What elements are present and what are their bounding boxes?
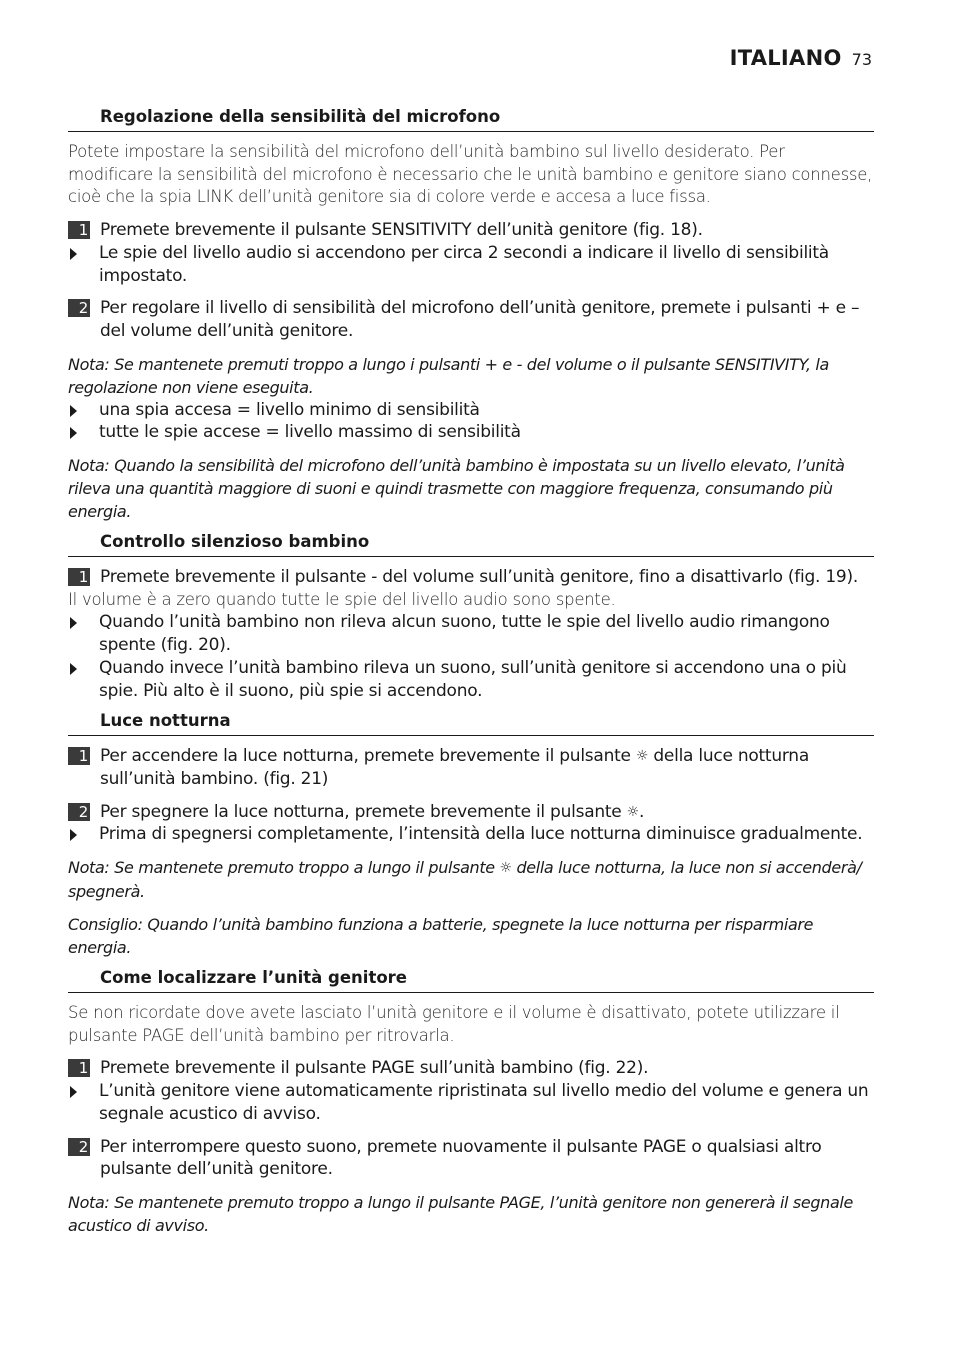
step-2: [68, 1136, 874, 1181]
bullet-arrow-icon: [70, 663, 77, 675]
bullet-text: Quando invece l’unità bambino rileva un suono, sull’unità genitore si accendono una o più spie. Più alto è il suono, più spie si accendono.: [99, 657, 847, 701]
step-1: [68, 1057, 874, 1080]
page-header: [730, 46, 872, 70]
bullet-item: [68, 399, 874, 422]
bullet-text: Le spie del livello audio si accendono per circa 2 secondi a indicare il livello di sensibilità impostato.: [99, 242, 829, 286]
step-number: 1: [68, 1059, 90, 1077]
language-label: ITALIANO: [729, 46, 842, 70]
step-text: Per interrompere questo suono, premete nuovamente il pulsante PAGE o qualsiasi altro pulsante dell’unità genitore.: [100, 1136, 822, 1180]
step-1: [68, 566, 874, 589]
night-light-icon: ☼: [635, 748, 649, 765]
step-text: Per spegnere la luce notturna, premete brevemente il pulsante ☼.: [100, 801, 645, 822]
step-1: [68, 219, 874, 242]
bullet-item: [68, 611, 874, 656]
note: Nota: Se mantenete premuto troppo a lungo il pulsante ☼ della luce notturna, la luce non si accenderà/ spegnerà.: [68, 858, 862, 902]
night-light-icon: ☼: [626, 803, 639, 820]
bullet-text: Prima di spegnersi completamente, l’intensità della luce notturna diminuisce gradualmente.: [99, 824, 863, 845]
step-text: Premete brevemente il pulsante - del volume sull’unità genitore, fino a disattivarlo (fig. 19).: [100, 567, 859, 588]
step-2: [68, 297, 874, 342]
bullet-text: tutte le spie accese = livello massimo di sensibilità: [99, 422, 521, 443]
step-2: [68, 801, 874, 824]
bullet-item: [68, 1080, 874, 1125]
step-number: 2: [68, 299, 90, 317]
step-text: Per regolare il livello di sensibilità del microfono dell’unità genitore, premete i pulsanti + e – del volume dell’unità genitore.: [100, 298, 860, 341]
bullet-text: L’unità genitore viene automaticamente ripristinata sul livello medio del volume e genera un segnale acustico di avviso.: [99, 1081, 869, 1124]
step-text: Premete brevemente il pulsante SENSITIVITY dell’unità genitore (fig. 18).: [100, 220, 703, 241]
step-number: 1: [68, 568, 90, 586]
page-content: [68, 106, 874, 1237]
volume-zero-text: Il volume è a zero quando tutte le spie del livello audio sono spente.: [68, 589, 616, 609]
step-number: 1: [68, 221, 90, 239]
step-1: [68, 745, 874, 790]
bullet-arrow-icon: [70, 405, 77, 417]
bullet-arrow-icon: [70, 617, 77, 629]
bullet-arrow-icon: [70, 829, 77, 841]
bullet-item: [68, 823, 874, 846]
section-title-night-light: Luce notturna: [68, 710, 874, 736]
section-title-locate-parent-unit: Come localizzare l’unità genitore: [68, 967, 874, 993]
page-number: 73: [851, 50, 872, 69]
bullet-text: una spia accesa = livello minimo di sensibilità: [99, 399, 480, 420]
step-text: Per accendere la luce notturna, premete brevemente il pulsante ☼ della luce notturna sull’unità bambino. (fig. 21): [100, 746, 809, 789]
step-number: 2: [68, 803, 90, 821]
note: Nota: Se mantenete premuti troppo a lungo i pulsanti + e - del volume o il pulsante SENSITIVITY, la regolazione non viene eseguita.: [68, 354, 829, 397]
section-title-sensitivity: Regolazione della sensibilità del microfono: [68, 106, 874, 132]
step-text: Premete brevemente il pulsante PAGE sull’unità bambino (fig. 22).: [100, 1058, 649, 1079]
bullet-item: [68, 421, 874, 444]
sensitivity-intro: Potete impostare la sensibilità del microfono dell’unità bambino sul livello desiderato. Per modificare la sensibilità del microfono è necessario che le unità bambino e genitore siano connesse, cioè che la spia LINK dell’unità genitore sia di colore verde e accesa a luce fissa.: [68, 142, 873, 207]
bullet-text: Quando l’unità bambino non rileva alcun suono, tutte le spie del livello audio rimangono spente (fig. 20).: [99, 612, 830, 656]
bullet-item: [68, 657, 874, 702]
note: Nota: Se mantenete premuto troppo a lungo il pulsante PAGE, l’unità genitore non genererà il segnale acustico di avviso.: [68, 1192, 854, 1235]
step-number: 2: [68, 1138, 90, 1156]
night-light-icon: ☼: [499, 860, 512, 877]
bullet-item: [68, 242, 874, 287]
tip: Consiglio: Quando l’unità bambino funziona a batterie, spegnete la luce notturna per risparmiare energia.: [68, 915, 814, 958]
bullet-arrow-icon: [70, 427, 77, 439]
step-number: 1: [68, 747, 90, 765]
locate-intro: Se non ricordate dove avete lasciato l’unità genitore e il volume è disattivato, potete utilizzare il pulsante PAGE dell’unità bambino per ritrovarla.: [68, 1003, 840, 1045]
section-title-silent-monitoring: Controllo silenzioso bambino: [68, 531, 874, 557]
note: Nota: Quando la sensibilità del microfono dell’unità bambino è impostata su un livello elevato, l’unità rileva una quantità maggiore di suoni e quindi trasmette con maggiore frequenza, consumando più energia.: [68, 456, 845, 522]
bullet-arrow-icon: [70, 1086, 77, 1098]
bullet-arrow-icon: [70, 248, 77, 260]
